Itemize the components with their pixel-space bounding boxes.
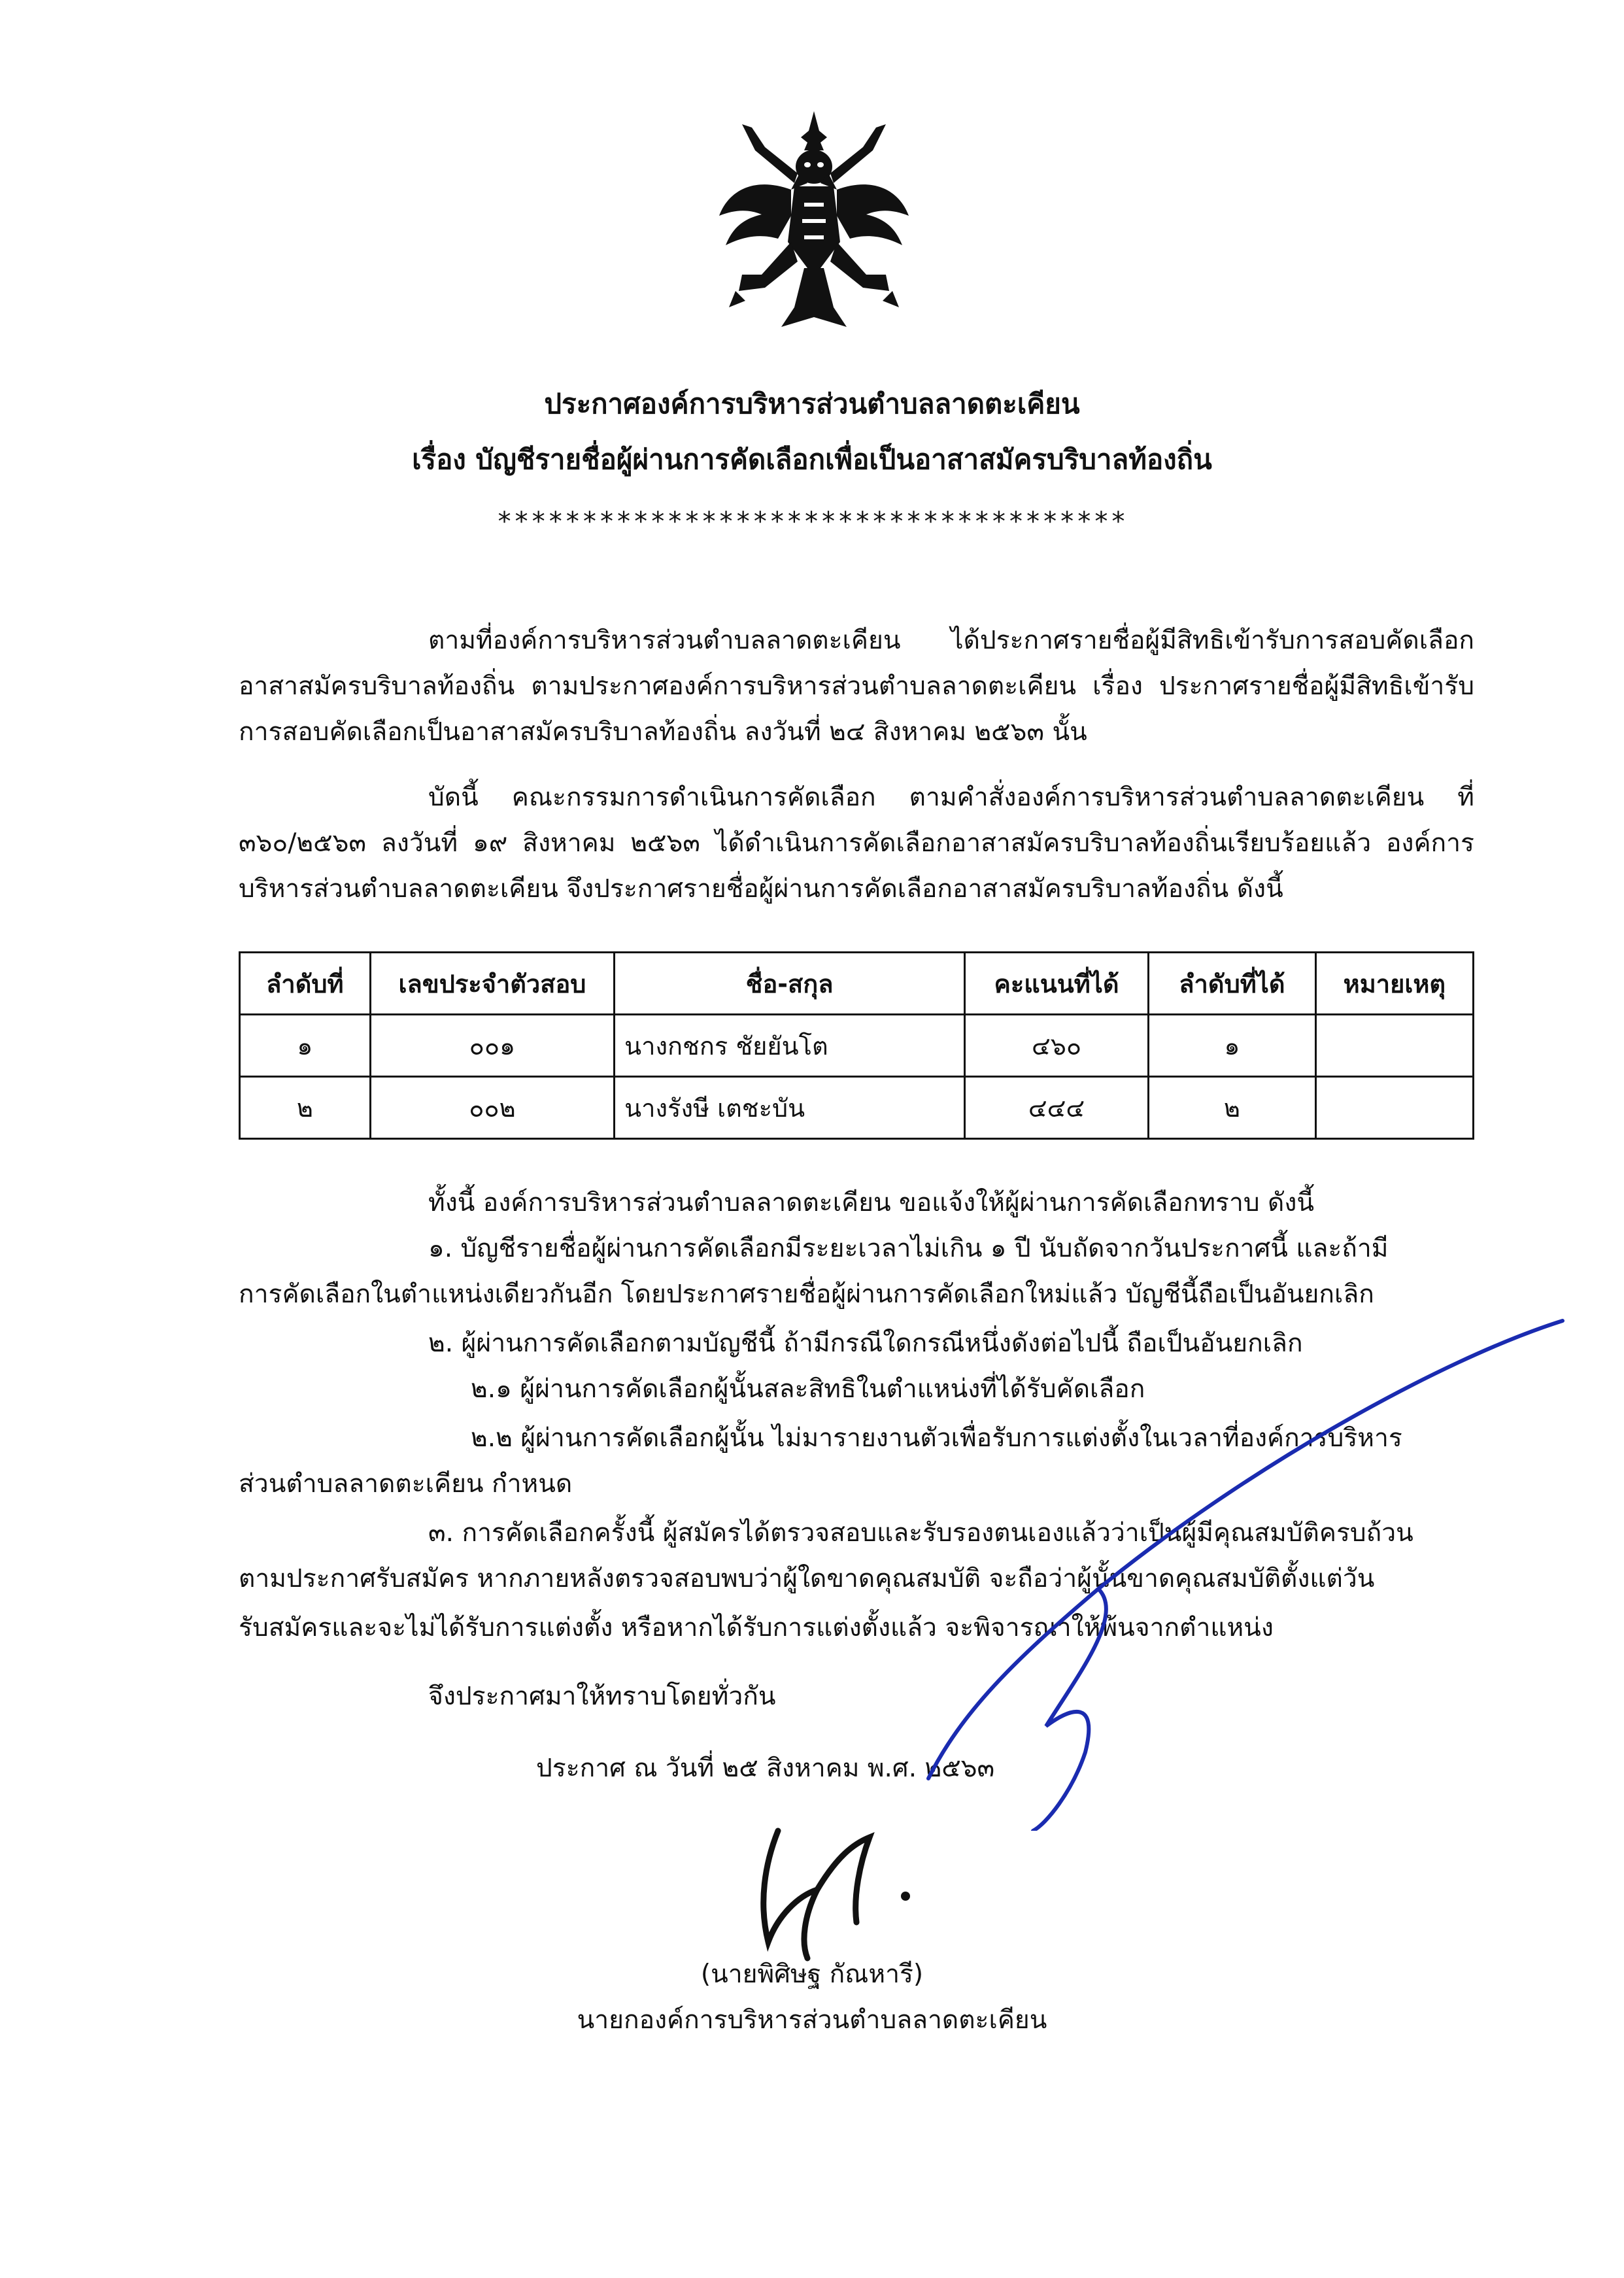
cell-score: ๔๔๔ bbox=[965, 1077, 1149, 1139]
col-header-no: ลำดับที่ bbox=[240, 953, 371, 1015]
cell-rank: ๒ bbox=[1149, 1077, 1316, 1139]
notice-item-2: ๒. ผู้ผ่านการคัดเลือกตามบัญชีนี้ ถ้ามีกรณีใดกรณีหนึ่งดังต่อไปนี้ ถือเป็นอันยกเลิก bbox=[428, 1329, 1303, 1358]
results-table bbox=[239, 951, 1474, 1140]
col-header-score: คะแนนที่ได้ bbox=[965, 953, 1149, 1015]
blue-ink-stroke bbox=[850, 1308, 1569, 1831]
announcement-date: ประกาศ ณ วันที่ ๒๕ สิงหาคม พ.ศ. ๒๕๖๓ bbox=[536, 1754, 995, 1783]
table-row bbox=[240, 1077, 1474, 1139]
cell-rank: ๑ bbox=[1149, 1015, 1316, 1077]
cell-no: ๑ bbox=[240, 1015, 371, 1077]
cell-name: นางกชกร ชัยยันโต bbox=[615, 1015, 965, 1077]
announcement-title: ประกาศองค์การบริหารส่วนตำบลลาดตะเคียน bbox=[544, 388, 1080, 420]
col-header-note: หมายเหตุ bbox=[1315, 953, 1473, 1015]
notice-item-3-line-2: ตามประกาศรับสมัคร หากภายหลังตรวจสอบพบว่าผู้ใดขาดคุณสมบัติ จะถือว่าผู้นั้นขาดคุณสมบัติตั้งแต่วัน bbox=[239, 1564, 1375, 1593]
notice-item-1-line-1: ๑. บัญชีรายชื่อผู้ผ่านการคัดเลือกมีระยะเวลาไม่เกิน ๑ ปี นับถัดจากวันประกาศนี้ และถ้ามี bbox=[428, 1234, 1389, 1263]
cell-exam-id: ๐๐๒ bbox=[370, 1077, 614, 1139]
cell-note bbox=[1315, 1077, 1473, 1139]
paragraph-2: บัดนี้ คณะกรรมการดำเนินการคัดเลือก ตามคำสั่งองค์การบริหารส่วนตำบลลาดตะเคียน ที่ ๓๖๐/๒๕๖๓ ลงวันที่ ๑๙ สิงหาคม ๒๕๖๓ ได้ดำเนินการคัดเลือกอาสาสมัครบริบาลท้องถิ่นเรียบร้อยแล้ว องค์การบริหารส่วนตำบลลาดตะเคียน จึงประกาศรายชื่อผู้ผ่านการคัดเลือกอาสาสมัครบริบาลท้องถิ่น ดังนี้ bbox=[239, 783, 1474, 904]
col-header-rank: ลำดับที่ได้ bbox=[1149, 953, 1316, 1015]
notice-item-3-line-3: รับสมัครและจะไม่ได้รับการแต่งตั้ง หรือหากได้รับการแต่งตั้งแล้ว จะพิจารณาให้พ้นจากตำแหน่ง bbox=[239, 1613, 1274, 1642]
notice-item-3-line-1: ๓. การคัดเลือกครั้งนี้ ผู้สมัครได้ตรวจสอบและรับรองตนเองแล้วว่าเป็นผู้มีคุณสมบัติครบถ้วน bbox=[428, 1518, 1413, 1548]
cell-exam-id: ๐๐๑ bbox=[370, 1015, 614, 1077]
cell-note bbox=[1315, 1015, 1473, 1077]
table-row bbox=[240, 1015, 1474, 1077]
cell-name: นางรังษี เตชะบัน bbox=[615, 1077, 965, 1139]
cell-score: ๔๖๐ bbox=[965, 1015, 1149, 1077]
notice-intro: ทั้งนี้ องค์การบริหารส่วนตำบลลาดตะเคียน ขอแจ้งให้ผู้ผ่านการคัดเลือกทราบ ดังนี้ bbox=[428, 1188, 1315, 1217]
col-header-name: ชื่อ-สกุล bbox=[615, 953, 965, 1015]
notice-item-2-2-line-1: ๒.๒ ผู้ผ่านการคัดเลือกผู้นั้น ไม่มารายงานตัวเพื่อรับการแต่งตั้งในเวลาที่องค์การบริหาร bbox=[471, 1423, 1402, 1453]
notice-item-1-line-2: การคัดเลือกในตำแหน่งเดียวกันอีก โดยประกาศรายชื่อผู้ผ่านการคัดเลือกใหม่แล้ว บัญชีนี้ถือเป็นอันยกเลิก bbox=[239, 1280, 1374, 1309]
garuda-emblem-icon bbox=[716, 111, 912, 337]
table-header-row bbox=[240, 953, 1474, 1015]
announcement-subject: เรื่อง บัญชีรายชื่อผู้ผ่านการคัดเลือกเพื่อเป็นอาสาสมัครบริบาลท้องถิ่น bbox=[412, 443, 1212, 475]
cell-no: ๒ bbox=[240, 1077, 371, 1139]
signer-position: นายกองค์การบริหารส่วนตำบลลาดตะเคียน bbox=[577, 2005, 1047, 2035]
col-header-exam-id: เลขประจำตัวสอบ bbox=[370, 953, 614, 1015]
notice-item-2-2-line-2: ส่วนตำบลลาดตะเคียน กำหนด bbox=[239, 1469, 573, 1499]
signer-name: (นายพิศิษฐ กัณหารี) bbox=[700, 1960, 924, 1989]
notice-item-2-1: ๒.๑ ผู้ผ่านการคัดเลือกผู้นั้นสละสิทธิในตำแหน่งที่ได้รับคัดเลือก bbox=[471, 1374, 1145, 1404]
closing-line: จึงประกาศมาให้ทราบโดยทั่วกัน bbox=[428, 1682, 776, 1711]
handwritten-signature bbox=[739, 1818, 961, 1962]
paragraph-1: ตามที่องค์การบริหารส่วนตำบลลาดตะเคียน ได้ประกาศรายชื่อผู้มีสิทธิเข้ารับการสอบคัดเลือกอาสาสมัครบริบาลท้องถิ่น ตามประกาศองค์การบริหารส่วนตำบลลาดตะเคียน เรื่อง ประกาศรายชื่อผู้มีสิทธิเข้ารับการสอบคัดเลือกเป็นอาสาสมัครบริบาลท้องถิ่น ลงวันที่ ๒๔ สิงหาคม ๒๕๖๓ นั้น bbox=[239, 626, 1474, 747]
star-divider: ************************************* bbox=[496, 507, 1128, 537]
